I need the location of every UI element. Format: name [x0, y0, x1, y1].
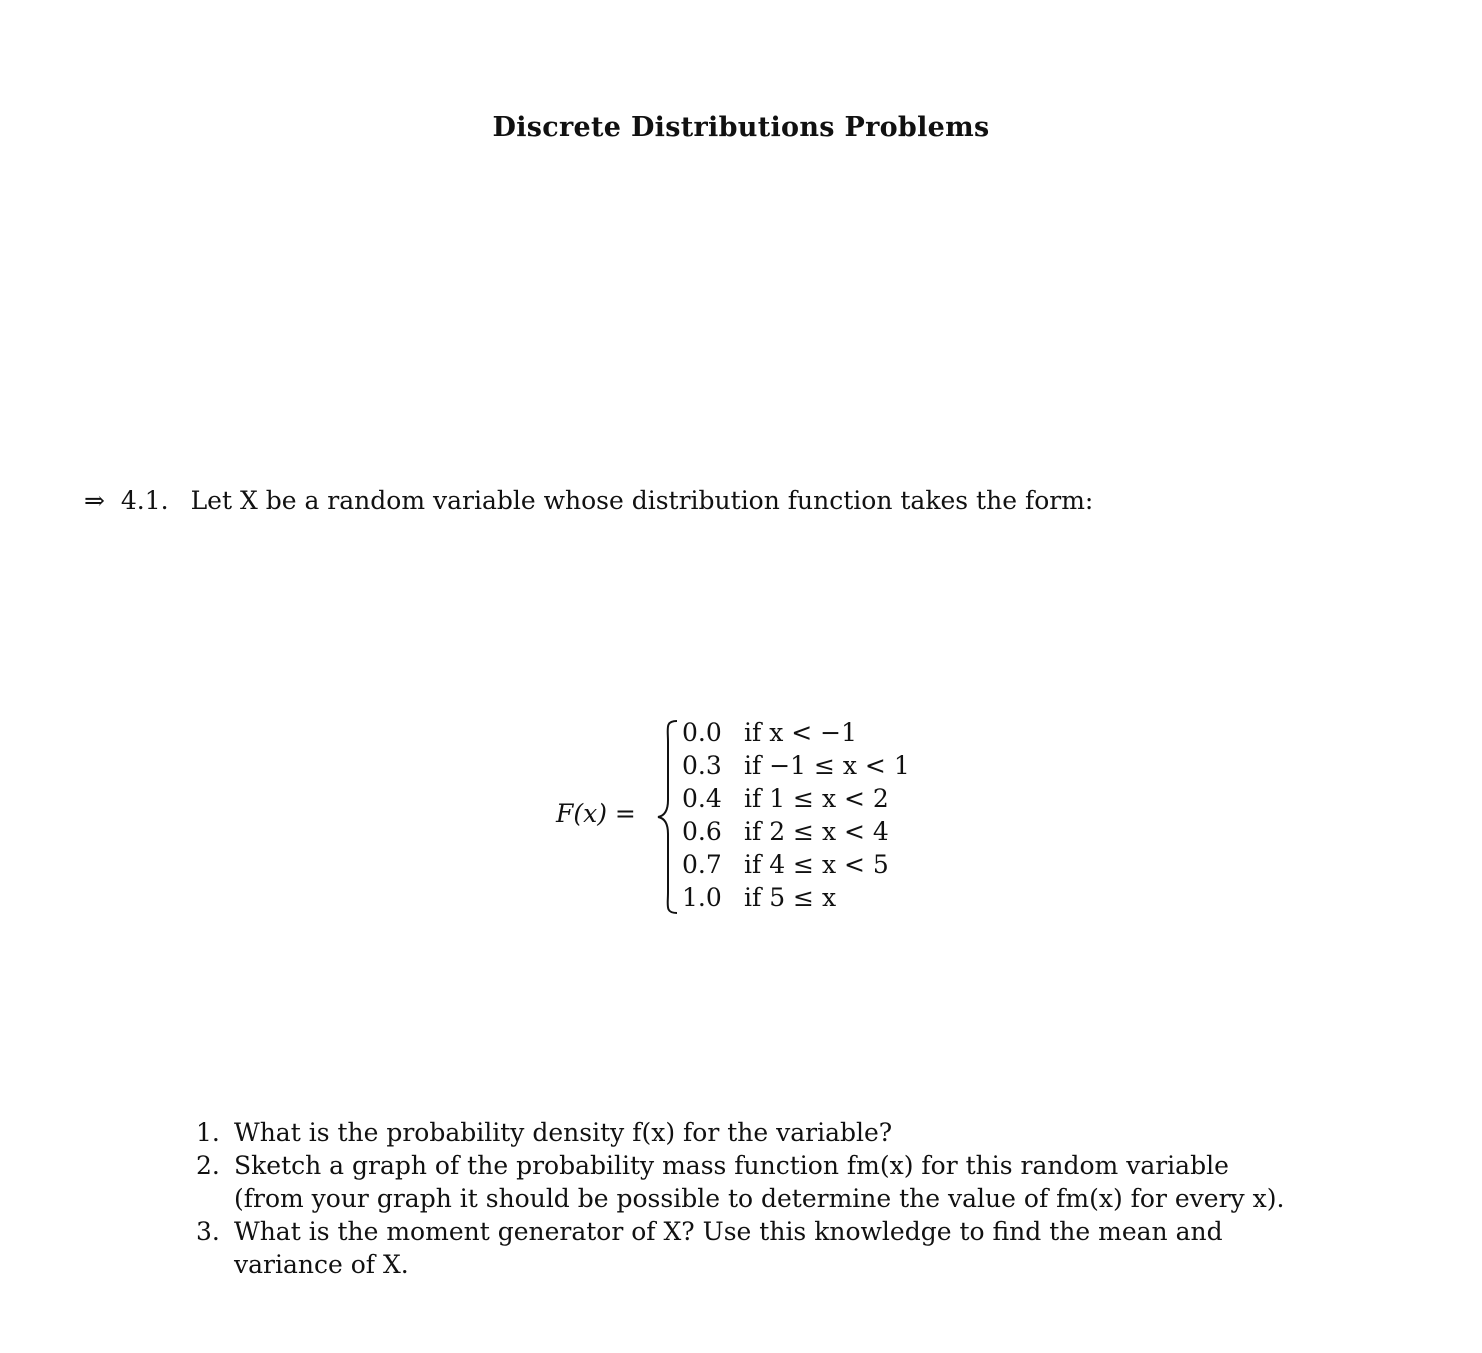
case-value: 1.0	[682, 883, 722, 912]
cases-list	[682, 716, 910, 914]
case-row	[682, 848, 910, 881]
question-item	[196, 1149, 1294, 1215]
case-value: 0.6	[682, 817, 722, 846]
case-value: 0.3	[682, 751, 722, 780]
question-item	[196, 1116, 1294, 1149]
question-number: 1.	[196, 1118, 220, 1147]
problem-text: Let X be a random variable whose distribution function takes the form:	[190, 486, 1094, 515]
question-list	[196, 1116, 1294, 1281]
case-condition: if 2 ≤ x < 4	[744, 817, 889, 846]
case-row	[682, 815, 910, 848]
case-condition: if 1 ≤ x < 2	[744, 784, 889, 813]
case-row	[682, 749, 910, 782]
page-title: Discrete Distributions Problems	[492, 112, 990, 143]
case-condition: if −1 ≤ x < 1	[744, 751, 910, 780]
question-text: What is the moment generator of X? Use this knowledge to find the mean and variance of X.	[234, 1217, 1223, 1279]
equation-lhs: F(x) =	[556, 799, 636, 828]
implies-arrow-icon: ⇒	[84, 486, 105, 515]
case-row	[682, 881, 910, 914]
question-number: 3.	[196, 1217, 220, 1246]
case-value: 0.4	[682, 784, 722, 813]
case-condition: if 4 ≤ x < 5	[744, 850, 889, 879]
question-item	[196, 1215, 1294, 1281]
case-condition: if x < −1	[744, 718, 857, 747]
case-row	[682, 782, 910, 815]
case-value: 0.0	[682, 718, 722, 747]
question-number: 2.	[196, 1151, 220, 1180]
case-row	[682, 716, 910, 749]
case-value: 0.7	[682, 850, 722, 879]
left-brace-icon	[656, 720, 680, 914]
problem-statement	[84, 486, 1093, 515]
case-condition: if 5 ≤ x	[744, 883, 837, 912]
question-text: What is the probability density f(x) for the variable?	[234, 1118, 893, 1147]
question-text: Sketch a graph of the probability mass function fm(x) for this random variable (from your graph it should be possible to determine the value of fm(x) for every x).	[234, 1151, 1285, 1213]
problem-number: 4.1.	[120, 486, 169, 515]
